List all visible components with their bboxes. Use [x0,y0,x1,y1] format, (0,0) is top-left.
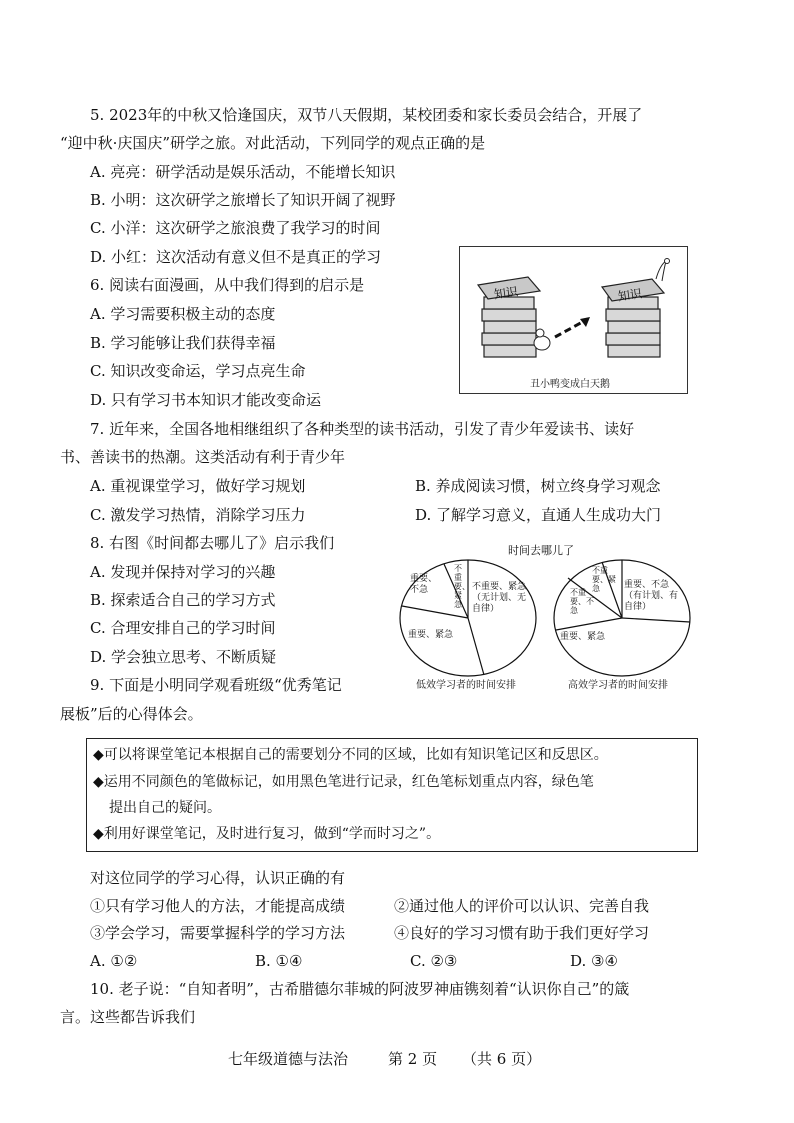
q9-statement-1: ①只有学习他人的方法，才能提高成绩 [90,897,346,915]
q8-option-a: A. 发现并保持对学习的兴趣 [90,563,276,581]
q9-statement-2: ②通过他人的评价可以认识、完善自我 [394,897,650,915]
q9-box-line2: ◆运用不同颜色的笔做标记，如用黑色笔进行记录，红色笔标划重点内容，绿色笔 [93,774,594,790]
q9-after: 对这位同学的学习心得，认识正确的有 [90,869,346,887]
time-figure [396,540,696,690]
q9-option-b: B. ①④ [255,952,303,970]
cartoon-caption: 丑小鸭变成白天鹅 [530,379,610,390]
cartoon-drawing [460,247,687,393]
q6-option-b: B. 学习能够让我们获得幸福 [90,334,276,352]
pie-right-label-top-a: 不重要、紧急 [592,566,616,593]
q7-option-c: C. 激发学习热情，消除学习压力 [90,506,306,524]
q6-stem: 6. 阅读右面漫画，从中我们得到的启示是 [90,276,365,294]
swan-figure [656,259,670,282]
q10-stem-line1: 10. 老子说：“自知者明”，古希腊德尔菲城的阿波罗神庙镌刻着“认识你自己”的箴 [90,980,630,998]
cartoon-book-label-right: 知识 [617,286,643,304]
q9-stem-line2: 展板”后的心得体会。 [60,705,203,723]
q5-option-b: B. 小明：这次研学之旅增长了知识开阔了视野 [90,191,396,209]
time-figure-title: 时间去哪儿了 [508,544,574,557]
pie-high-efficiency [554,560,690,676]
q9-statement-4: ④良好的学习习惯有助于我们更好学习 [394,924,650,942]
q7-option-b: B. 养成阅读习惯，树立终身学习观念 [415,477,661,495]
q9-option-a: A. ①② [90,952,138,970]
q6-option-c: C. 知识改变命运，学习点亮生命 [90,362,306,380]
q5-option-c: C. 小洋：这次研学之旅浪费了我学习的时间 [90,219,381,237]
arrow-head-icon [580,317,590,327]
pie-left-label-bottom: 重要、紧急 [408,630,454,640]
q9-box-line3: 提出自己的疑问。 [109,800,221,816]
duck-figure [534,329,550,350]
q6-option-d: D. 只有学习书本知识才能改变命运 [90,391,322,409]
q7-option-d: D. 了解学习意义，直通人生成功大门 [415,506,662,524]
q9-stem-line1: 9. 下面是小明同学观看班级“优秀笔记 [90,676,342,694]
pie-left-label-upper-left: 重要、不急 [410,574,438,595]
q10-stem-line2: 言。这些都告诉我们 [60,1008,196,1026]
q5-stem-line1: 5. 2023年的中秋又恰逢国庆，双节八天假期，某校团委和家长委员会结合，开展了 [90,106,643,124]
pie-right-label-top-b: 不重要、不急 [570,588,594,615]
pie-right-label-bottom: 重要、紧急 [560,632,606,642]
q6-cartoon [459,246,688,394]
q9-box-line4: ◆利用好课堂笔记，及时进行复习，做到“学而时习之”。 [93,826,441,842]
q8-option-c: C. 合理安排自己的学习时间 [90,619,276,637]
pie-left-label-top: 不重要、紧急 [454,564,470,609]
q9-box-line1: ◆可以将课堂笔记本根据自己的需要划分不同的区域，比如有知识笔记区和反思区。 [93,747,608,763]
footer-page: 第 2 页 [388,1050,438,1068]
q9-notes-box [86,738,698,852]
footer-total: （共 6 页） [462,1050,542,1068]
q9-statement-3: ③学会学习，需要掌握科学的学习方法 [90,924,346,942]
q7-stem-line2: 书、善读书的热潮。这类活动有利于青少年 [60,448,346,466]
footer-subject: 七年级道德与法治 [228,1050,349,1068]
pie-right-caption: 高效学习者的时间安排 [568,680,668,691]
pie-right-label-right: 重要、不急（有计划、有自律） [624,580,679,612]
q8-option-b: B. 探索适合自己的学习方式 [90,591,276,609]
q7-option-a: A. 重视课堂学习，做好学习规划 [90,477,306,495]
cartoon-book-label-left: 知识 [493,284,519,302]
q5-option-d: D. 小红：这次活动有意义但不是真正的学习 [90,248,382,266]
pie-left-caption: 低效学习者的时间安排 [416,680,516,691]
q5-stem-line2: “迎中秋·庆国庆”研学之旅。对此活动，下列同学的观点正确的是 [60,134,486,152]
q8-stem: 8. 右图《时间都去哪儿了》启示我们 [90,534,335,552]
q9-option-c: C. ②③ [410,952,458,970]
q6-option-a: A. 学习需要积极主动的态度 [90,305,276,323]
q8-option-d: D. 学会独立思考、不断质疑 [90,648,277,666]
q5-option-a: A. 亮亮：研学活动是娱乐活动，不能增长知识 [90,163,396,181]
pie-left-label-right: 不重要、紧急（无计划、无自律） [472,582,527,614]
q9-option-d: D. ③④ [570,952,618,970]
q7-stem-line1: 7. 近年来，全国各地相继组织了各种类型的读书活动，引发了青少年爱读书、读好 [90,420,635,438]
